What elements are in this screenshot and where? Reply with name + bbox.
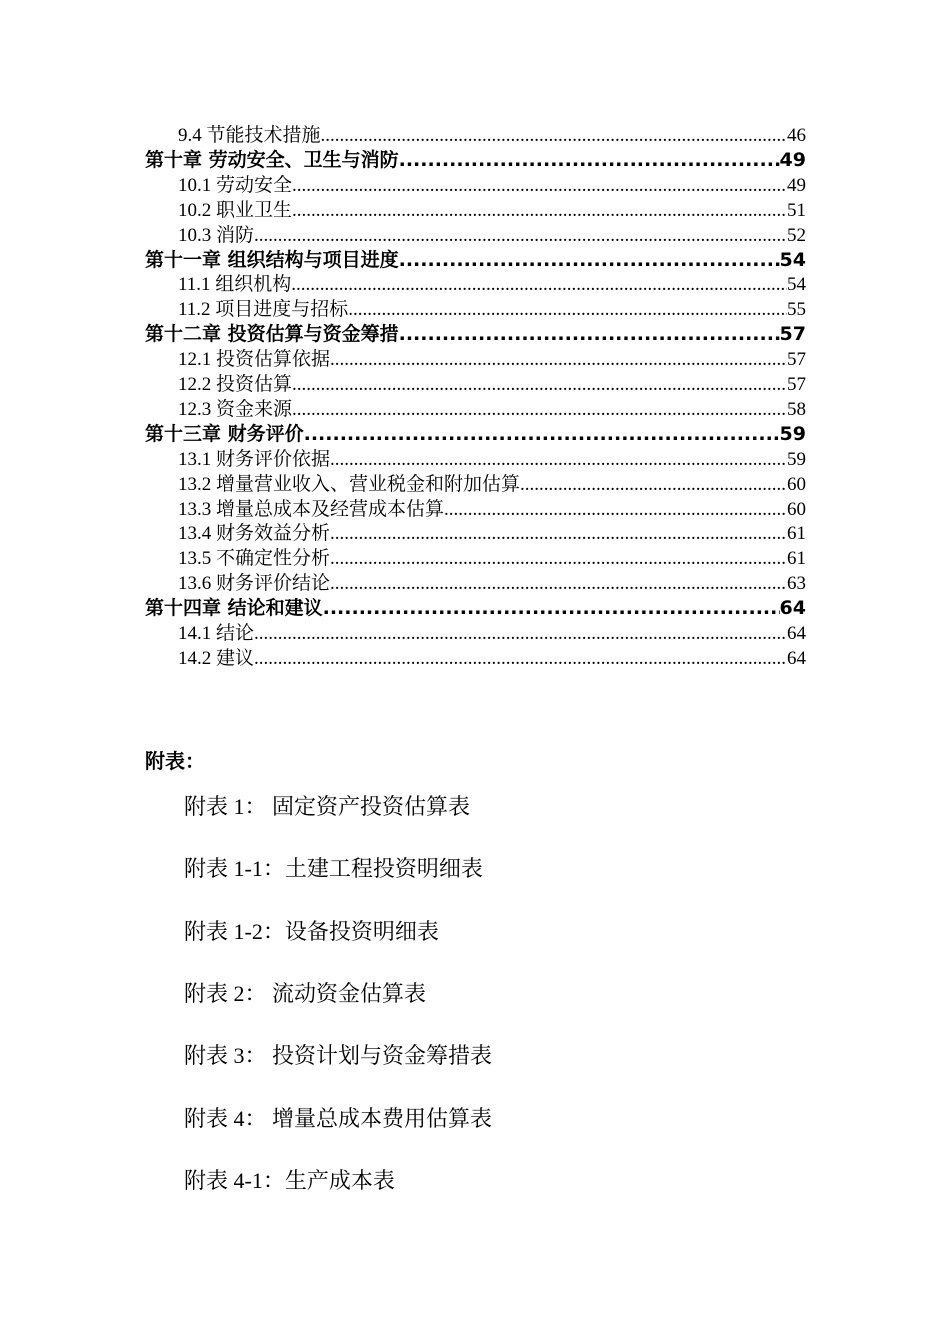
toc-dot-leader (292, 173, 787, 198)
toc-section-entry[interactable] (178, 198, 806, 223)
toc-page-number: 64 (787, 623, 806, 644)
toc-entry-title: 13.4 财务效益分析 (178, 523, 331, 544)
toc-section-entry[interactable] (178, 173, 806, 198)
toc-section-entry[interactable] (178, 497, 806, 522)
toc-dot-leader (330, 546, 787, 571)
toc-page-number: 55 (787, 299, 806, 320)
toc-entry-title: 10.1 劳动安全 (178, 175, 293, 196)
toc-section-entry[interactable] (178, 621, 806, 646)
appendix-item: 附表 1-2：设备投资明细表 (184, 919, 439, 944)
toc-entry-title: 13.1 财务评价依据 (178, 449, 331, 470)
toc-section-entry[interactable] (178, 272, 806, 297)
toc-section-entry[interactable] (178, 297, 806, 322)
appendix-item: 附表 1-1：土建工程投资明细表 (184, 856, 483, 881)
toc-chapter-entry[interactable] (145, 596, 806, 621)
toc-page-number: 54 (779, 249, 806, 271)
toc-entry-title: 第十一章 组织结构与项目进度 (145, 249, 399, 271)
toc-dot-leader (330, 447, 787, 472)
toc-page-number: 64 (787, 648, 806, 669)
toc-entry-title: 13.6 财务评价结论 (178, 573, 331, 594)
appendix-heading: 附表： (145, 749, 205, 773)
toc-page-number: 60 (787, 474, 806, 495)
toc-page-number: 57 (787, 374, 806, 395)
toc-section-entry[interactable] (178, 347, 806, 372)
toc-chapter-entry[interactable] (145, 322, 806, 347)
toc-chapter-entry[interactable] (145, 148, 806, 173)
toc-dot-leader (304, 422, 780, 447)
toc-page-number: 49 (787, 175, 806, 196)
toc-entry-title: 第十二章 投资估算与资金筹措 (145, 323, 399, 345)
toc-section-entry[interactable] (178, 571, 806, 596)
toc-page-number: 61 (787, 523, 806, 544)
toc-section-entry[interactable] (178, 472, 806, 497)
toc-dot-leader (330, 571, 787, 596)
toc-section-entry[interactable] (178, 372, 806, 397)
toc-entry-title: 11.1 组织机构 (178, 274, 292, 295)
toc-dot-leader (254, 646, 787, 671)
toc-dot-leader (348, 297, 787, 322)
toc-page-number: 49 (779, 149, 806, 171)
toc-section-entry[interactable] (178, 223, 806, 248)
toc-dot-leader (254, 621, 787, 646)
toc-page-number: 51 (787, 200, 806, 221)
toc-entry-title: 14.1 结论 (178, 623, 255, 644)
toc-entry-title: 9.4 节能技术措施 (178, 125, 321, 146)
toc-dot-leader (292, 372, 787, 397)
toc-dot-leader (291, 272, 787, 297)
toc-dot-leader (321, 123, 787, 148)
toc-section-entry[interactable] (178, 546, 806, 571)
toc-page-number: 57 (787, 349, 806, 370)
toc-page-number: 52 (787, 225, 806, 246)
toc-entry-title: 10.2 职业卫生 (178, 200, 293, 221)
toc-dot-leader (520, 472, 787, 497)
toc-page-number: 58 (787, 399, 806, 420)
toc-entry-title: 第十四章 结论和建议 (145, 597, 323, 619)
toc-section-entry[interactable] (178, 521, 806, 546)
toc-section-entry[interactable] (178, 447, 806, 472)
toc-dot-leader (399, 322, 780, 347)
toc-section-entry[interactable] (178, 397, 806, 422)
appendix-item: 附表 4-1：生产成本表 (184, 1168, 395, 1193)
toc-entry-title: 第十章 劳动安全、卫生与消防 (145, 149, 399, 171)
toc-page-number: 59 (787, 449, 806, 470)
appendix-item: 附表 2： 流动资金估算表 (184, 981, 427, 1006)
toc-section-entry[interactable] (178, 646, 806, 671)
toc-page-number: 59 (779, 423, 806, 445)
toc-page-number: 63 (787, 573, 806, 594)
toc-dot-leader (292, 397, 787, 422)
toc-dot-leader (254, 223, 787, 248)
appendix-item: 附表 4： 增量总成本费用估算表 (184, 1106, 493, 1131)
toc-entry-title: 10.3 消防 (178, 225, 255, 246)
toc-chapter-entry[interactable] (145, 422, 806, 447)
toc-section-entry[interactable] (178, 123, 806, 148)
toc-page-number: 60 (787, 499, 806, 520)
toc-dot-leader (330, 521, 787, 546)
toc-entry-title: 13.3 增量总成本及经营成本估算 (178, 499, 445, 520)
toc-dot-leader (399, 248, 780, 273)
toc-page-number: 64 (779, 597, 806, 619)
toc-entry-title: 12.1 投资估算依据 (178, 349, 331, 370)
toc-dot-leader (399, 148, 780, 173)
toc-entry-title: 13.5 不确定性分析 (178, 548, 331, 569)
toc-dot-leader (292, 198, 787, 223)
toc-dot-leader (444, 497, 787, 522)
toc-entry-title: 12.2 投资估算 (178, 374, 293, 395)
appendix-item: 附表 3： 投资计划与资金筹措表 (184, 1043, 493, 1068)
toc-page-number: 46 (787, 125, 806, 146)
appendix-item: 附表 1： 固定资产投资估算表 (184, 794, 471, 819)
toc-entry-title: 13.2 增量营业收入、营业税金和附加估算 (178, 474, 521, 495)
toc-entry-title: 第十三章 财务评价 (145, 423, 304, 445)
toc-entry-title: 11.2 项目进度与招标 (178, 299, 349, 320)
toc-chapter-entry[interactable] (145, 248, 806, 273)
toc-page-number: 57 (779, 323, 806, 345)
toc-entry-title: 12.3 资金来源 (178, 399, 293, 420)
toc-dot-leader (323, 596, 780, 621)
toc-page-number: 61 (787, 548, 806, 569)
toc-entry-title: 14.2 建议 (178, 648, 255, 669)
toc-dot-leader (330, 347, 787, 372)
toc-page-number: 54 (787, 274, 806, 295)
